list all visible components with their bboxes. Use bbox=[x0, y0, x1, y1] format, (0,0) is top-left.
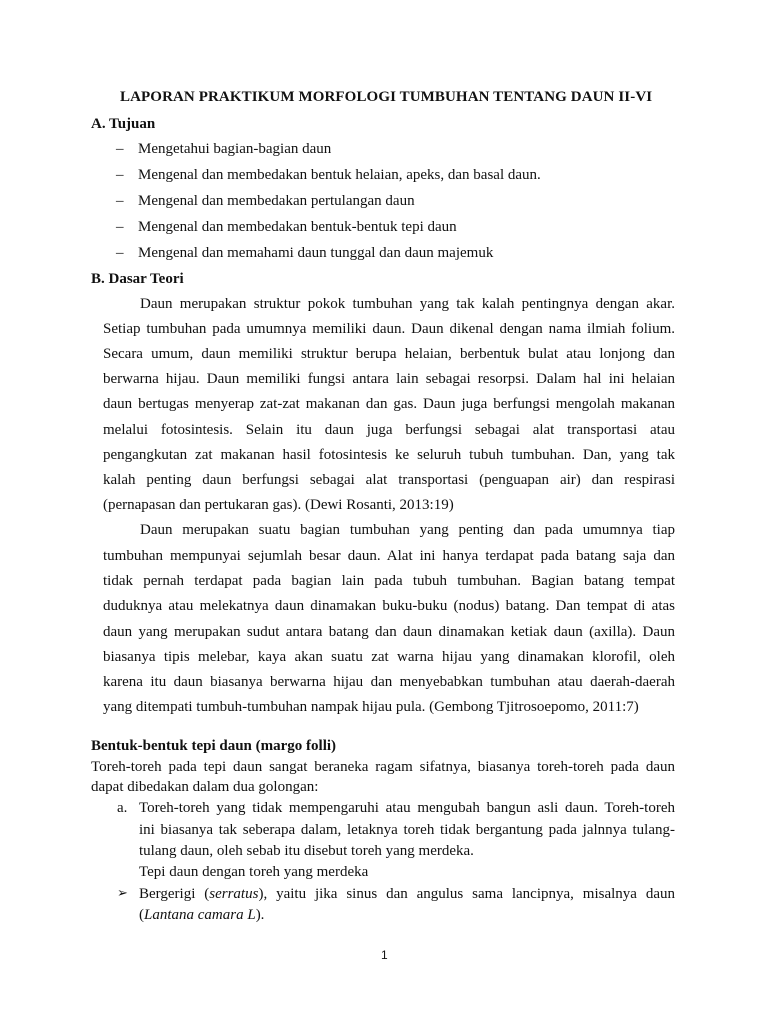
paragraph-line: tidak pernah terdapat pada bagian lain pada tubuh tumbuhan. Bagian batang tempat bbox=[103, 573, 675, 589]
margo-intro-line: Toreh-toreh pada tepi daun sangat beraneka ragam sifatnya, biasanya toreh-toreh pada daun bbox=[91, 759, 675, 775]
margo-heading: Bentuk-bentuk tepi daun (margo folli) bbox=[91, 738, 337, 754]
paragraph-line: duduknya atau melekatnya daun dinamakan buku-buku (nodus) batang. Dan tempat di atas bbox=[103, 598, 675, 614]
bullet-text: Bergerigi ( bbox=[139, 886, 210, 902]
list-dash: – bbox=[116, 141, 124, 157]
list-item: Mengenal dan membedakan pertulangan daun bbox=[138, 193, 415, 209]
list-item: Mengenal dan membedakan bentuk helaian, apeks, dan basal daun. bbox=[138, 167, 541, 183]
list-dash: – bbox=[116, 219, 124, 235]
list-item: Mengenal dan membedakan bentuk-bentuk tepi daun bbox=[138, 219, 457, 235]
paragraph-line: biasanya tipis melebar, kaya akan suatu zat warna hijau yang dinamakan klorofil, oleh bbox=[103, 649, 675, 665]
paragraph-line: Secara umum, daun memiliki struktur berupa helaian, berbentuk bulat atau lonjong dan bbox=[103, 346, 675, 362]
bullet-text: ( bbox=[139, 907, 144, 923]
bullet-line bbox=[139, 907, 264, 924]
paragraph-line: daun bertugas menyerap zat-zat makanan dan gas. Daun juga berfungsi mengolah makanan bbox=[103, 396, 675, 412]
paragraph-line: melalui fotosintesis. Selain itu daun juga berfungsi sebagai alat transportasi atau bbox=[103, 422, 675, 438]
paragraph-line: Setiap tumbuhan pada umumnya memiliki daun. Daun dikenal dengan nama ilmiah folium. bbox=[103, 321, 675, 337]
margo-intro-line: dapat dibedakan dalam dua golongan: bbox=[91, 779, 319, 795]
bullet-line bbox=[139, 886, 675, 903]
subheading: Tepi daun dengan toreh yang merdeka bbox=[139, 864, 369, 880]
list-item: Mengetahui bagian-bagian daun bbox=[138, 141, 332, 157]
document-title: LAPORAN PRAKTIKUM MORFOLOGI TUMBUHAN TENTANG DAUN II-VI bbox=[120, 89, 653, 105]
paragraph-line: kalah penting daun berfungsi sebagai alat transportasi (penguapan air) dan respirasi bbox=[103, 472, 675, 488]
list-dash: – bbox=[116, 245, 124, 261]
paragraph-line: Daun merupakan suatu bagian tumbuhan yang penting dan pada umumnya tiap bbox=[140, 522, 675, 538]
bullet-text: ), yaitu jika sinus dan angulus sama lancipnya, misalnya daun bbox=[258, 886, 675, 902]
list-dash: – bbox=[116, 193, 124, 209]
paragraph-line: tumbuhan mempunyai sejumlah besar daun. Alat ini hanya terdapat pada batang saja dan bbox=[103, 548, 675, 564]
bullet-italic: serratus bbox=[209, 886, 259, 902]
page-number: 1 bbox=[381, 948, 388, 962]
bullet-text: ). bbox=[255, 907, 265, 923]
item-a-line: Toreh-toreh yang tidak mempengaruhi atau mengubah bangun asli daun. Toreh-toreh bbox=[139, 800, 675, 816]
list-dash: – bbox=[116, 167, 124, 183]
item-a-line: ini biasanya tak seberapa dalam, letaknya toreh tidak bergantung pada jalnnya tulang- bbox=[139, 822, 675, 838]
paragraph-line: karena itu daun biasanya berwarna hijau dan menyebabkan tumbuhan atau daerah-daerah bbox=[103, 674, 675, 690]
paragraph-line: pengangkutan zat makanan hasil fotosintesis ke seluruh tubuh tumbuhan. Dan, yang tak bbox=[103, 447, 675, 463]
paragraph-line: (pernapasan dan pertukaran gas). (Dewi Rosanti, 2013:19) bbox=[103, 497, 454, 513]
paragraph-line: berwarna hijau. Daun memiliki fungsi antara lain sebagai resorpsi. Dalam hal ini helaian bbox=[103, 371, 675, 387]
list-marker-a: a. bbox=[117, 800, 128, 816]
bullet-italic: Lantana camara L bbox=[144, 907, 256, 923]
section-b-heading: B. Dasar Teori bbox=[91, 271, 184, 287]
paragraph-line: daun yang merupakan sudut antara batang dan daun dinamakan ketiak daun (axilla). Daun bbox=[103, 624, 675, 640]
list-item: Mengenal dan memahami daun tunggal dan daun majemuk bbox=[138, 245, 494, 261]
paragraph-line: yang ditempati tumbuh-tumbuhan nampak hijau pula. (Gembong Tjitrosoepomo, 2011:7) bbox=[103, 699, 639, 715]
section-a-heading: A. Tujuan bbox=[91, 116, 156, 132]
item-a-line: tulang daun, oleh sebab itu disebut toreh yang merdeka. bbox=[139, 843, 474, 859]
arrow-bullet-icon: ➢ bbox=[117, 886, 128, 901]
paragraph-line: Daun merupakan struktur pokok tumbuhan yang tak kalah pentingnya dengan akar. bbox=[140, 296, 675, 312]
